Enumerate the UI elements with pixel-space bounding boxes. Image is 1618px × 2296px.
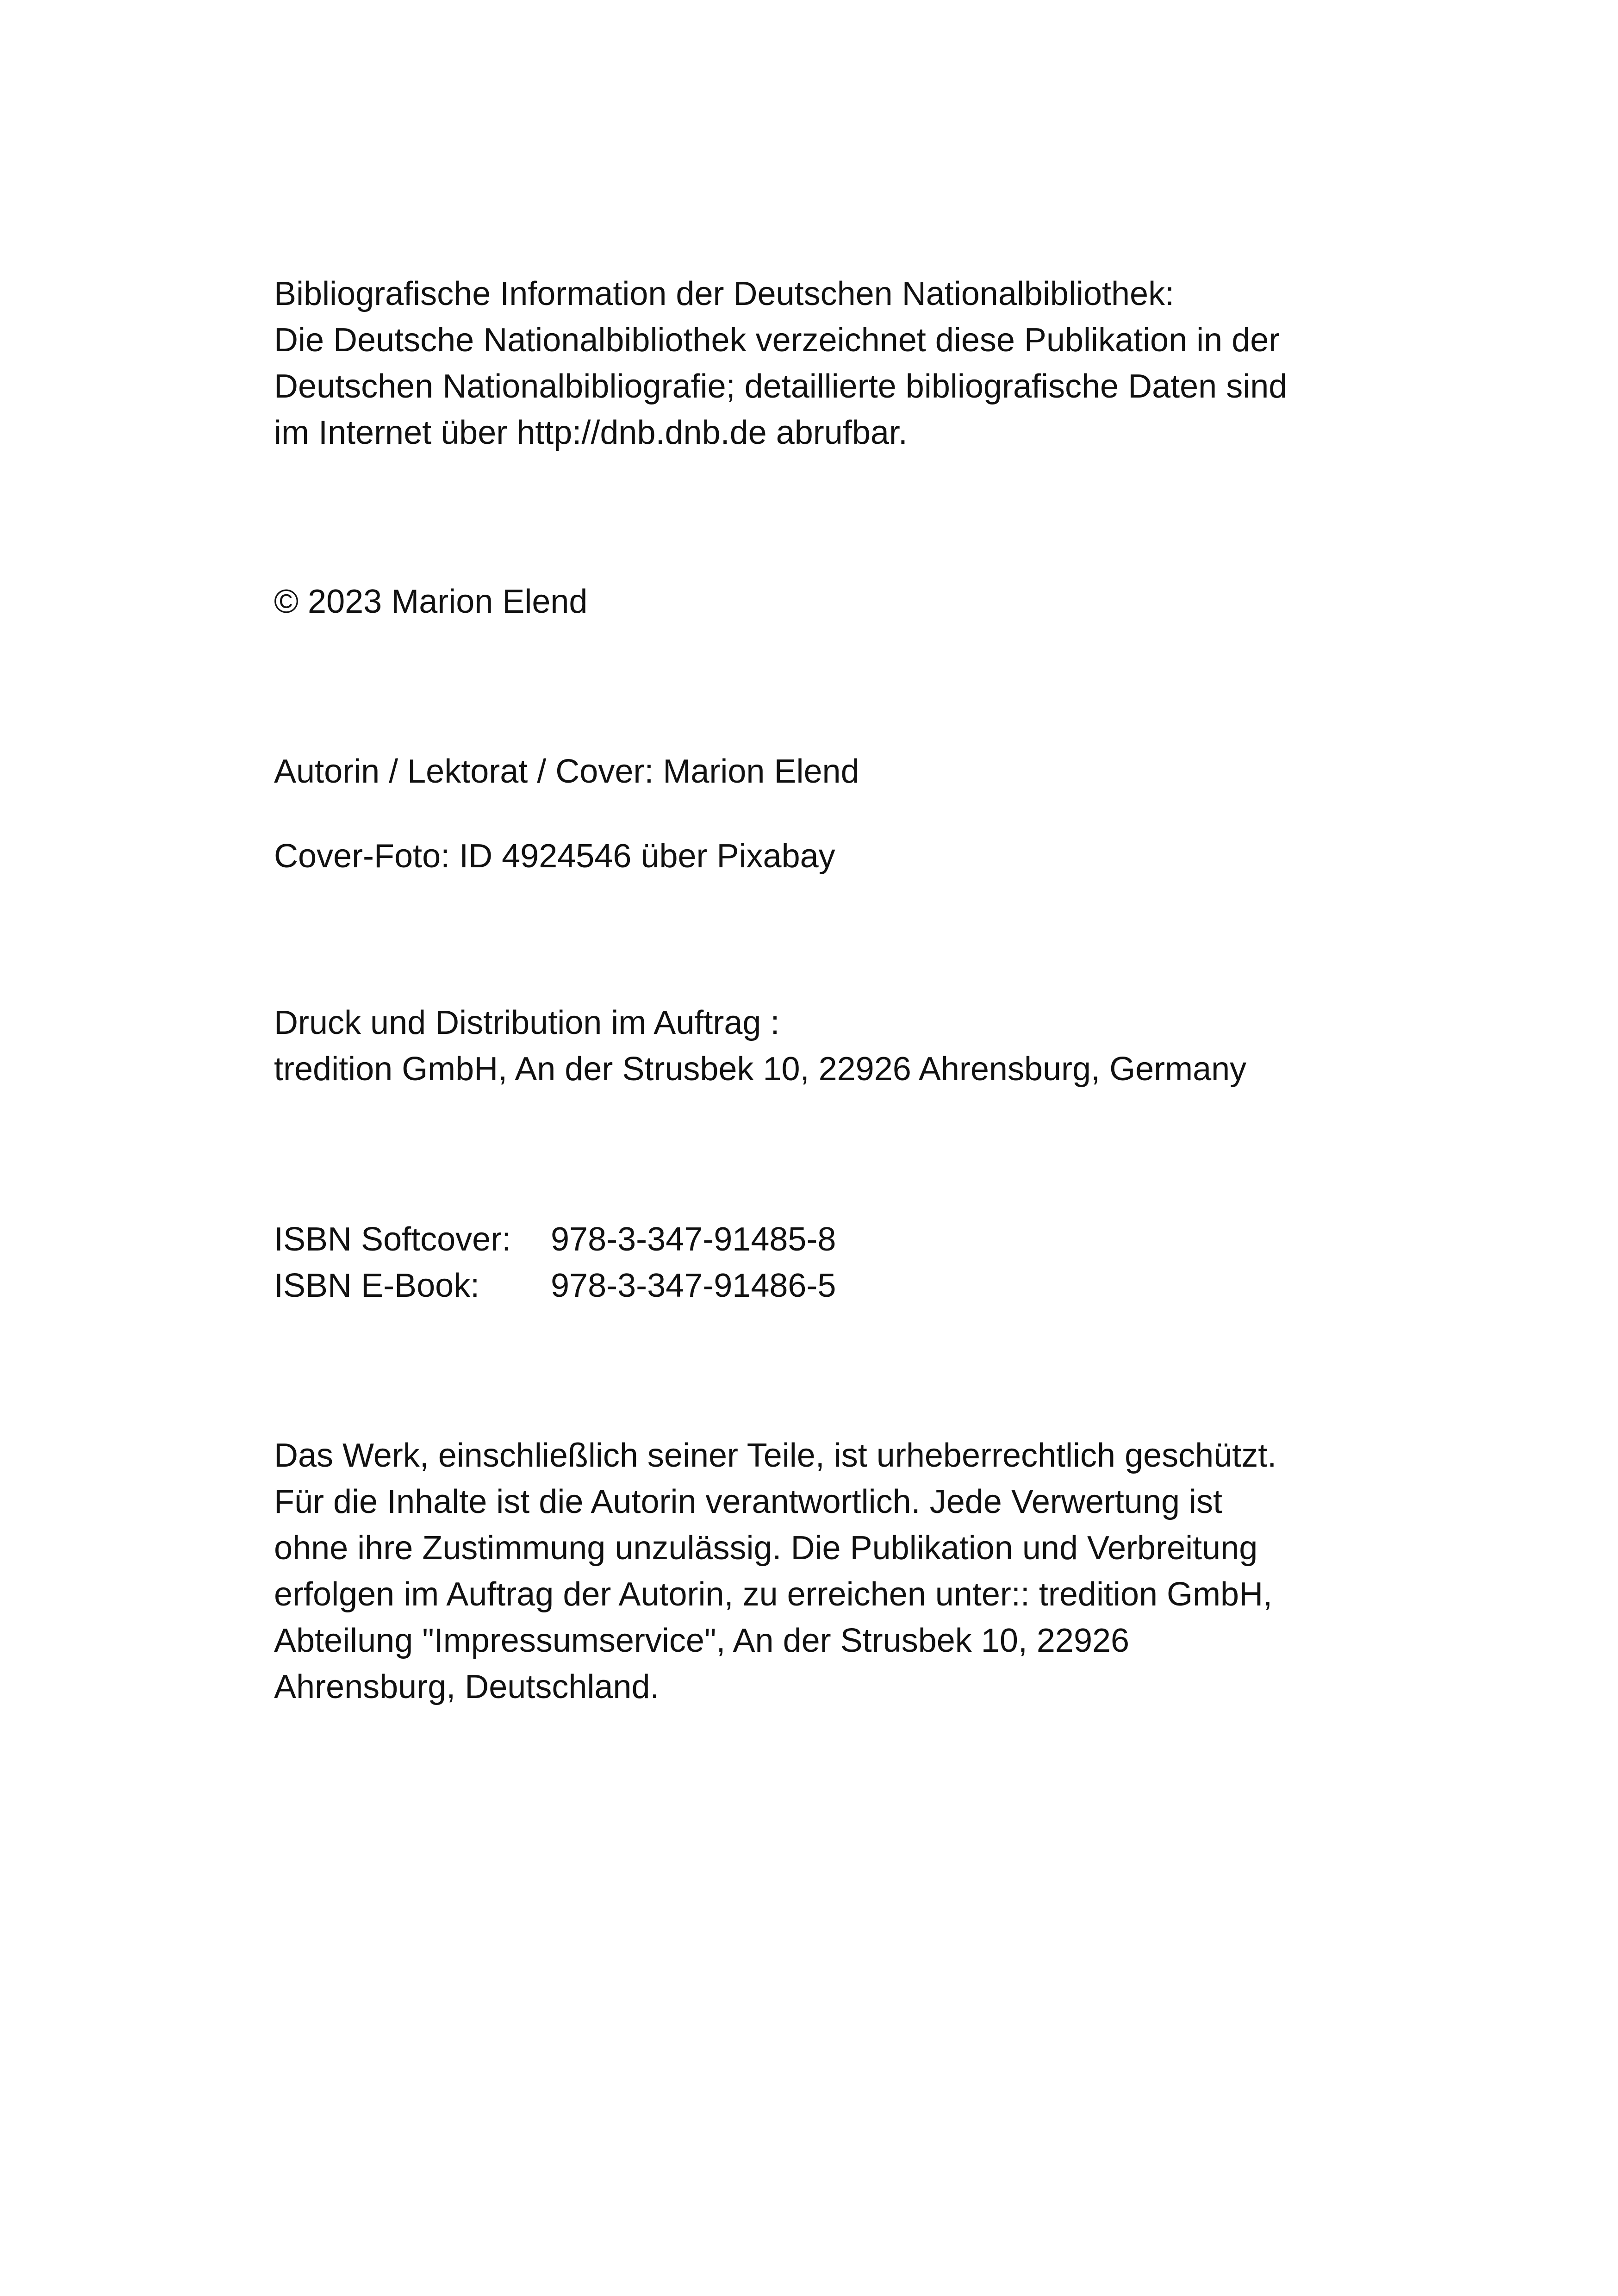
legal-line: Abteilung "Impressumservice", An der Strusbek 10, 22926 — [274, 1622, 1130, 1659]
isbn-label: ISBN Softcover: — [274, 1221, 511, 1258]
isbn-value: 978-3-347-91485-8 — [551, 1221, 836, 1258]
copyright-notice — [274, 579, 1385, 625]
bibliographic-line: Deutschen Nationalbibliografie; detaillierte bibliografische Daten sind — [274, 368, 1288, 405]
bibliographic-line: Die Deutsche Nationalbibliothek verzeichnet diese Publikation in der — [274, 322, 1280, 359]
credits — [274, 748, 1385, 795]
isbn-label: ISBN E-Book: — [274, 1267, 480, 1304]
bibliographic-line: Bibliografische Information der Deutschen Nationalbibliothek: — [274, 275, 1175, 312]
legal-line: erfolgen im Auftrag der Autorin, zu erreichen unter:: tredition GmbH, — [274, 1576, 1273, 1613]
distribution-info — [274, 1000, 1385, 1092]
isbn-value: 978-3-347-91486-5 — [551, 1267, 836, 1304]
legal-line: ohne ihre Zustimmung unzulässig. Die Publikation und Verbreitung — [274, 1530, 1258, 1567]
isbn-row-softcover — [274, 1216, 1385, 1263]
cover-photo-credit-block — [274, 833, 1385, 879]
legal-notice — [274, 1432, 1385, 1710]
isbn-row-ebook — [274, 1263, 1385, 1309]
legal-line: Für die Inhalte ist die Autorin verantwortlich. Jede Verwertung ist — [274, 1483, 1223, 1520]
distribution-line: tredition GmbH, An der Strusbek 10, 22926 Ahrensburg, Germany — [274, 1051, 1247, 1088]
copyright-line: © 2023 Marion Elend — [274, 583, 588, 620]
author-credit: Autorin / Lektorat / Cover: Marion Elend — [274, 753, 859, 790]
legal-line: Das Werk, einschließlich seiner Teile, ist urheberrechtlich geschützt. — [274, 1437, 1277, 1474]
cover-photo-credit: Cover-Foto: ID 4924546 über Pixabay — [274, 838, 835, 875]
isbn-list — [274, 1216, 1385, 1309]
distribution-line: Druck und Distribution im Auftrag : — [274, 1004, 780, 1041]
bibliographic-line: im Internet über http://dnb.dnb.de abrufbar. — [274, 414, 908, 451]
legal-line: Ahrensburg, Deutschland. — [274, 1668, 660, 1705]
bibliographic-info — [274, 271, 1385, 456]
